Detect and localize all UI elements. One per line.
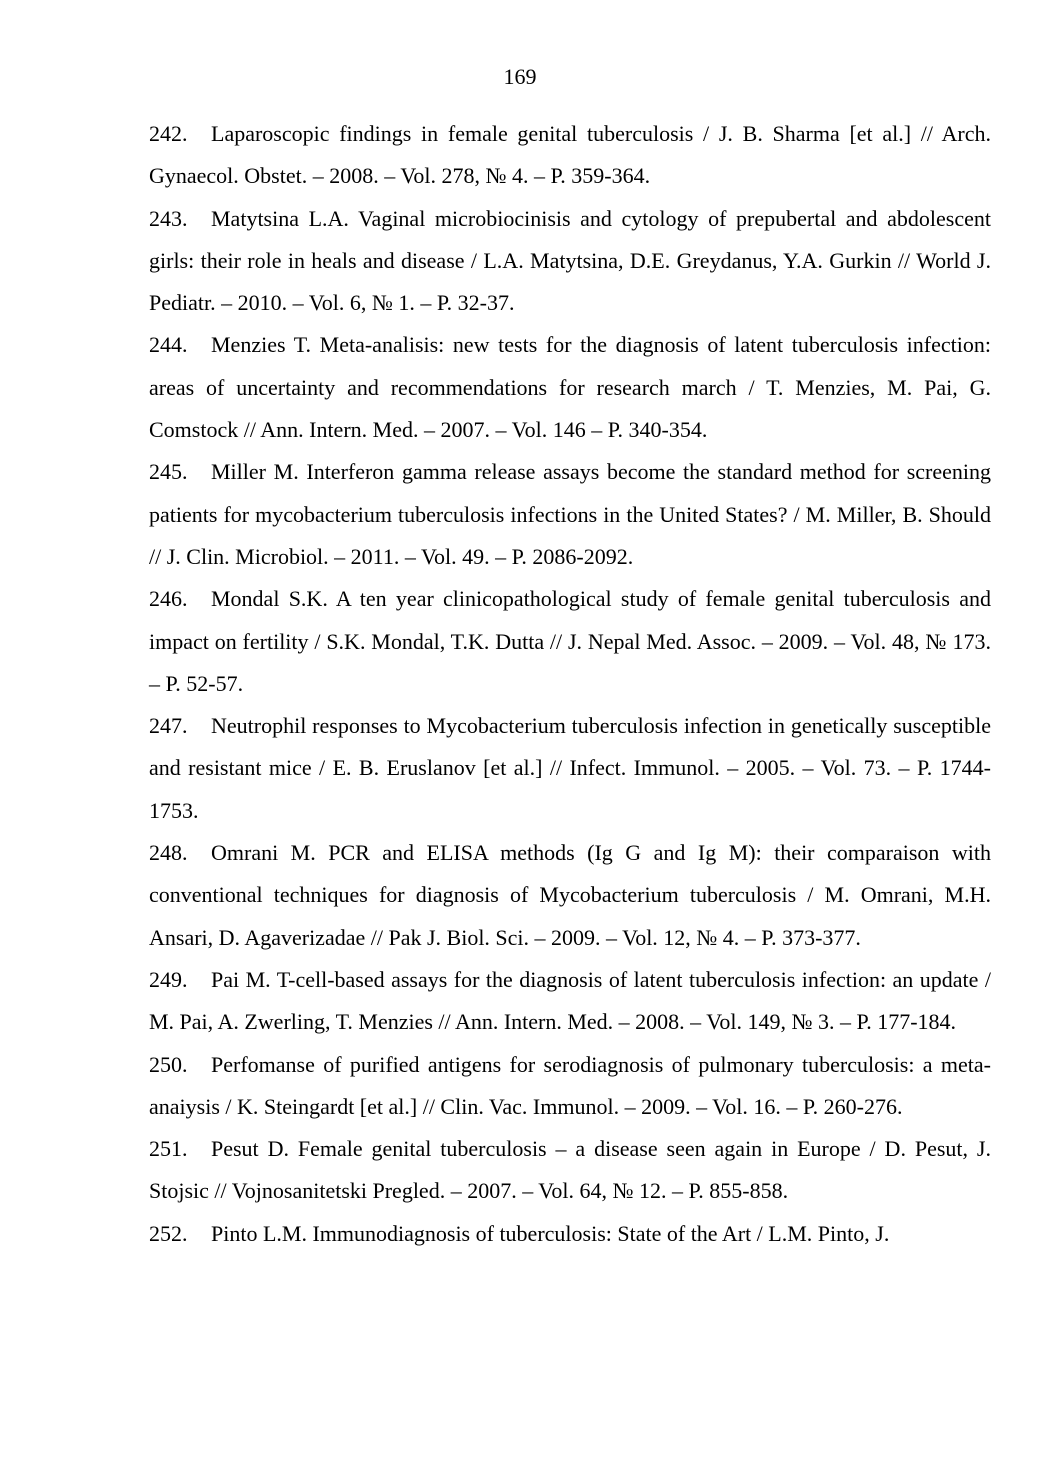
- reference-item: [149, 113, 991, 198]
- reference-item: [149, 578, 991, 705]
- reference-text: Omrani M. PCR and ELISA methods (Ig G and Ig M): their comparaison with conventional techniques for diagnosis of Mycobacterium tuberculosis / M. Omrani, M.H. Ansari, D. Agaverizadae // Pak J. Biol. Sci. – 2009. – Vol. 12, № 4. – P. 373-377.: [149, 840, 991, 950]
- reference-text: Miller M. Interferon gamma release assays become the standard method for screening patients for mycobacterium tuberculosis infections in the United States? / M. Miller, B. Should // J. Clin. Microbiol. – 2011. – Vol. 49. – P. 2086-2092.: [149, 459, 991, 569]
- reference-number: 251.: [149, 1136, 188, 1162]
- reference-number: 247.: [149, 713, 188, 739]
- reference-item: [149, 1044, 991, 1129]
- reference-text: Mondal S.K. A ten year clinicopathological study of female genital tuberculosis and impact on fertility / S.K. Mondal, T.K. Dutta // J. Nepal Med. Assoc. – 2009. – Vol. 48, № 173. – P. 52-57.: [149, 586, 991, 696]
- reference-number: 250.: [149, 1051, 188, 1077]
- reference-number: 252.: [149, 1220, 188, 1246]
- reference-number: 242.: [149, 121, 188, 146]
- reference-item: [149, 324, 991, 451]
- page-number: 169: [503, 64, 537, 89]
- reference-text: Pinto L.M. Immunodiagnosis of tuberculosis: State of the Art / L.M. Pinto, J.: [211, 1220, 890, 1246]
- reference-text: Matytsina L.A. Vaginal microbiocinisis and cytology of prepubertal and abdolescent girls: their role in heals and disease / L.A. Matytsina, D.E. Greydanus, Y.A. Gurkin // World J. Pediatr. – 2010. – Vol. 6, № 1. – P. 32-37.: [149, 205, 991, 316]
- reference-text: Pesut D. Female genital tuberculosis – a disease seen again in Europe / D. Pesut, J. Stojsic // Vojnosanitetski Pregled. – 2007. – Vol. 64, № 12. – P. 855-858.: [149, 1136, 991, 1204]
- reference-item: [149, 1213, 991, 1255]
- reference-item: [149, 451, 991, 578]
- reference-text: Pai M. T-cell-based assays for the diagnosis of latent tuberculosis infection: an update / M. Pai, A. Zwerling, T. Menzies // Ann. Intern. Med. – 2008. – Vol. 149, № 3. – P. 177-184.: [149, 966, 991, 1035]
- reference-number: 244.: [149, 332, 188, 358]
- reference-item: [149, 1128, 991, 1213]
- reference-item: [149, 198, 991, 325]
- reference-number: 248.: [149, 840, 188, 866]
- reference-number: 246.: [149, 586, 188, 612]
- reference-text: Perfomanse of purified antigens for serodiagnosis of pulmonary tuberculosis: a meta-anaiysis / K. Steingardt [et al.] // Clin. Vac. Immunol. – 2009. – Vol. 16. – P. 260-276.: [149, 1051, 991, 1119]
- reference-text: Menzies T. Meta-analisis: new tests for the diagnosis of latent tuberculosis infection: areas of uncertainty and recommendations for research march / T. Menzies, M. Pai, G. Comstock // Ann. Intern. Med. – 2007. – Vol. 146 – P. 340-354.: [149, 332, 991, 443]
- reference-list: [149, 113, 991, 1255]
- reference-number: 243.: [149, 205, 188, 231]
- reference-text: Neutrophil responses to Mycobacterium tuberculosis infection in genetically susceptible and resistant mice / E. B. Eruslanov [et al.] // Infect. Immunol. – 2005. – Vol. 73. – P. 1744-1753.: [149, 713, 991, 823]
- reference-number: 249.: [149, 966, 188, 992]
- reference-number: 245.: [149, 459, 188, 485]
- reference-item: [149, 705, 991, 832]
- reference-text: Laparoscopic findings in female genital tuberculosis / J. B. Sharma [et al.] // Arch. Gynaecol. Obstet. – 2008. – Vol. 278, № 4. – P. 359-364.: [149, 121, 991, 189]
- reference-item: [149, 832, 991, 959]
- reference-item: [149, 959, 991, 1044]
